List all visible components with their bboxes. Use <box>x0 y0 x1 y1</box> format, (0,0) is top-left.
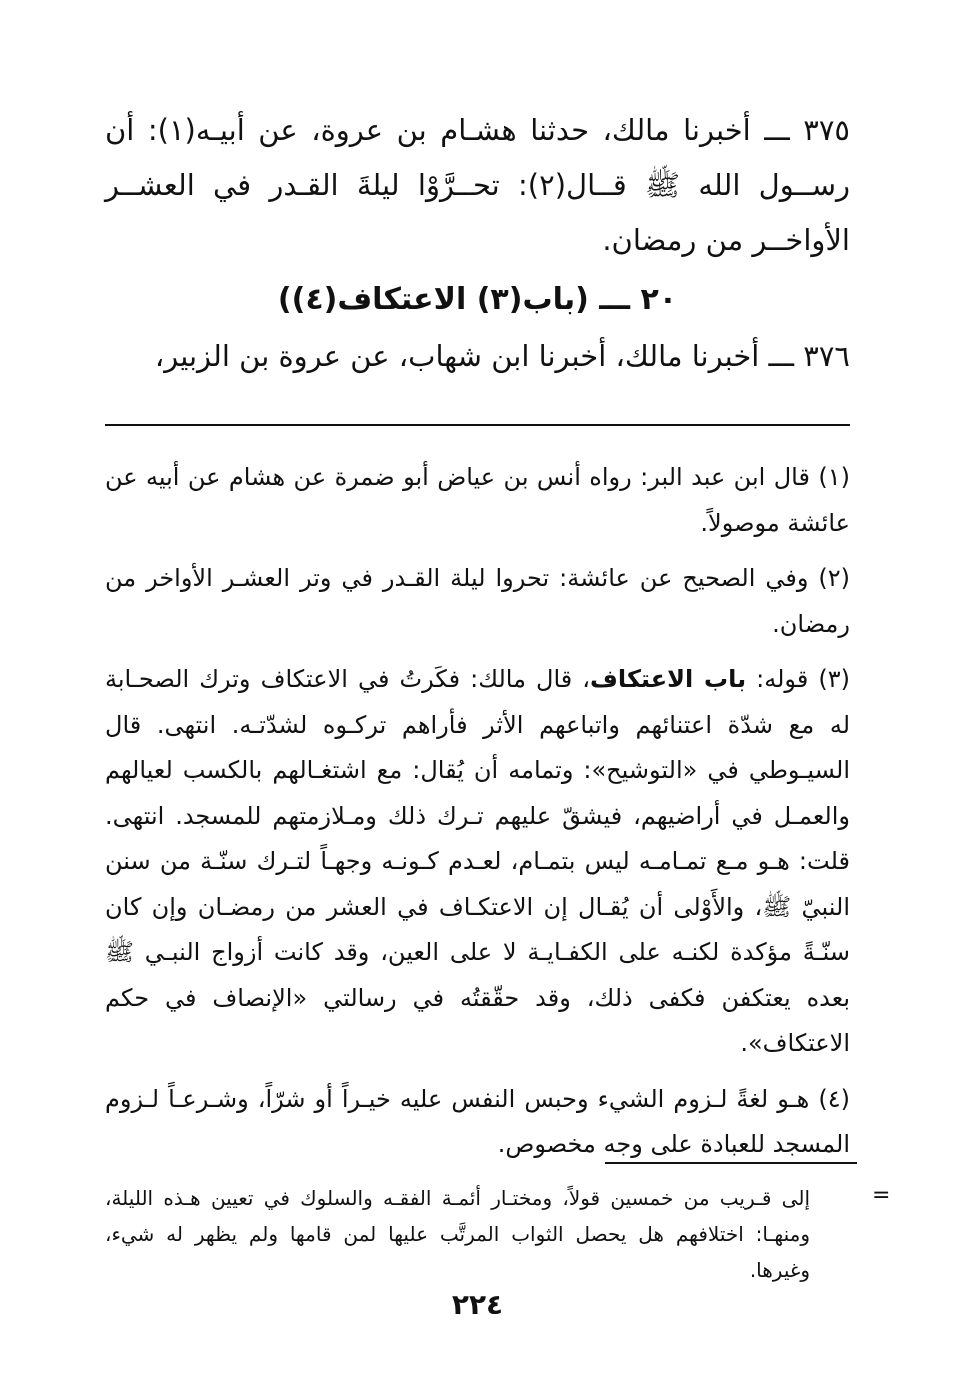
footnote-2: (٢) وفي الصحيح عن عائشة: تحروا ليلة القـدر في وتر العشـر الأواخر من رمضان. <box>105 564 850 638</box>
page-number: ٢٢٤ <box>451 1288 504 1321</box>
footnote-3-prefix: (٣) قوله: <box>746 665 850 693</box>
footnote-4: (٤) هـو لغةً لـزوم الشيء وحبس النفس عليه خيـراً أو شرّاً، وشـرعـاً لـزوم المسجد للعبادة على وجه مخصوص. <box>105 1084 850 1158</box>
footnote-1: (١) قال ابن عبد البر: رواه أنس بن عياض أبو ضمرة عن هشام عن أبيه عن عائشة موصولاً. <box>105 463 850 537</box>
footnote-separator <box>105 424 850 426</box>
continued-footnote: إلى قـريب من خمسين قولاً، ومختـار أئمـة الفقـه والسلوك في تعيين هـذه الليلة، ومنهـا: اختلافهم هل يحصل الثواب المرتَّب عليها لمن قامها ولم يظهر له شيء، وغيرها. <box>105 1186 810 1282</box>
hadith-375-text: ٣٧٥ ـــ أخبرنا مالك، حدثنا هشـام بن عروة، عن أبيـه(١): أن رســول الله ﷺ قــال(٢): تحــرَّوْا ليلةَ القـدر في العشــر الأواخــر من رمضان. <box>105 113 851 257</box>
footnote-3-bold-term: باب الاعتكاف <box>590 665 747 693</box>
footnote-3-text: ، قال مالك: فكَرتُ في الاعتكاف وترك الصحـابة له مع شدّة اعتنائهم واتباعهم الأثر فأراهم تركـوه لشدّتـه. انتهى. قال السيـوطي في «التوشيح»: وتمامه أن يُقال: مع اشتغـالهم بالكسب لعيالهم والعمـل في أراضيهم، فيشقّ عليهم تـرك ذلك ومـلازمتهم للمسجد. انتهى. قلت: هـو مـع تمـامـه ليس بتمـام، لعـدم كـونـه وجهـاً لتـرك سنّـة من سنن النبيّ ﷺ، والأَوْلى أن يُقـال إن الاعتكـاف في العشر من رمضـان وإن كان سنّـةً مؤكدة لكنـه على الكفـايـة لا على العين، وقد كانت أزواج النبـي ﷺ بعده يعتكفن فكفى ذلك، وقد حقّقتُه في رسالتي «الإنصاف في حكم الاعتكاف». <box>105 665 850 1057</box>
footnote-3 <box>105 657 850 1067</box>
footnotes-section <box>105 455 850 1178</box>
continuation-mark: = <box>872 1183 891 1208</box>
continuation-separator <box>605 1162 857 1164</box>
hadith-376-text: ٣٧٦ ـــ أخبرنا مالك، أخبرنا ابن شهاب، عن عروة بن الزبير، <box>154 339 850 373</box>
chapter-heading: ٢٠ ـــ (باب(٣) الاعتكاف(٤)) <box>277 282 678 317</box>
